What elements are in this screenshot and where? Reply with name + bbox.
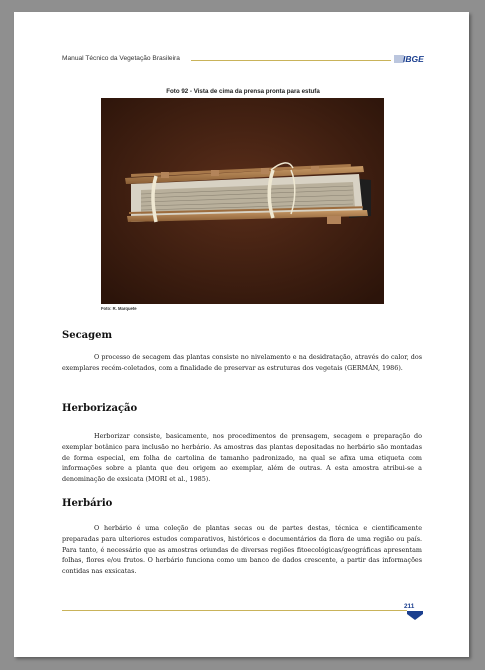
- section-body-herbario: O herbário é uma coleção de plantas secas ou de partes destas, técnica e cientificamente preparadas para ulteriores estudos comparativos, históricos e documentários da flora de uma região ou país. Para tanto, é necessário que as amostras oriundas de diversas regiões fitoecológicas/geográficas apresentam folhas, flores e/ou frutos. O herbário funciona como um banco de dados crescente, a partir das informações contidas nas exsicatas.: [62, 524, 422, 576]
- press-bundle: [125, 163, 371, 224]
- page-number: 211: [404, 603, 415, 610]
- footer-rule: [62, 610, 407, 611]
- document-page: [14, 12, 469, 657]
- section-heading-herborizacao: Herborização: [62, 403, 138, 414]
- section-body-herborizacao: Herborizar consiste, basicamente, nos procedimentos de prensagem, secagem e preparação do exemplar botânico para inclusão no herbário. As amostras das plantas depositadas no herbário são montadas de forma especial, em folha de cartolina de tamanho padronizado, na qual se afixa uma etiqueta com informações sobre a planta que deu origem ao exemplar, além de outras. A esta amostra atribui-se a denominação de exsicata (MORI et al., 1985).: [62, 432, 422, 484]
- photo-credit: Foto: R. Marquete: [101, 306, 137, 311]
- ibge-logo-text: IBGE: [403, 54, 424, 64]
- section-heading-secagem: Secagem: [62, 330, 113, 341]
- running-header-title: Manual Técnico da Vegetação Brasileira: [62, 55, 180, 62]
- figure-caption: Foto 92 - Vista de cima da prensa pronta para estufa: [166, 88, 320, 95]
- header-rule: [191, 60, 391, 61]
- plant-press-photo: [101, 98, 384, 304]
- section-body-secagem: O processo de secagem das plantas consiste no nivelamento e na desidratação, através do calor, dos exemplares recém-coletados, com a finalidade de preservar as estruturas dos vegetais (GERMÁN, 1986).: [62, 353, 422, 372]
- page-marker-chevron-icon: [407, 611, 423, 620]
- section-heading-herbario: Herbário: [62, 498, 113, 509]
- ibge-logo: [394, 53, 424, 64]
